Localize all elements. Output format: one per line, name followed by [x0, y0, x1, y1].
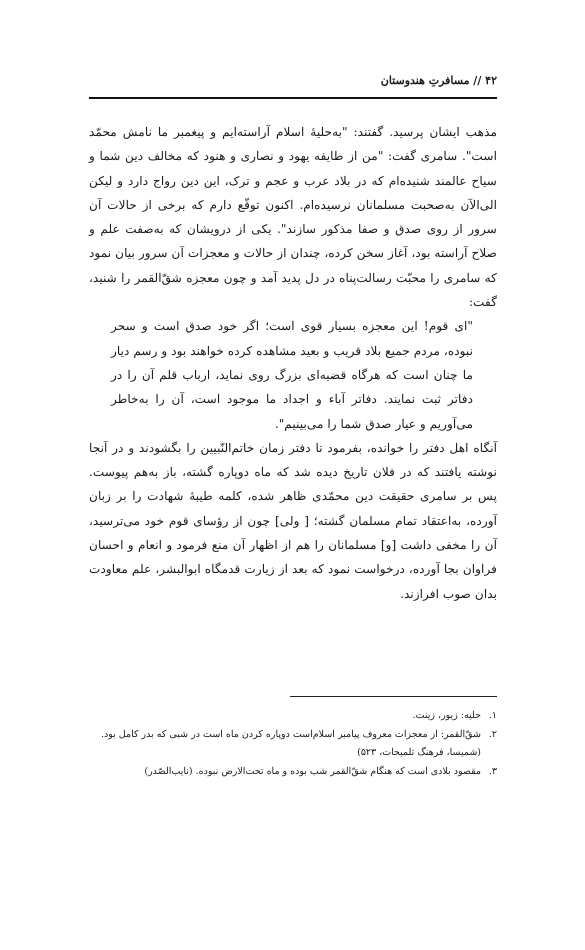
footnote-text: شقّ‌القمر: از معجزات معروف پیامبر اسلام‌است دوپاره کردن ماه است در شبی که بدر کامل بود. (شمیسا، فرهنگ تلمیحات، ۵۲۳) — [100, 728, 481, 758]
main-text — [89, 120, 497, 606]
footnote-item — [95, 726, 497, 763]
footnote-number: ۱. — [488, 710, 497, 721]
footnote-divider — [290, 696, 497, 697]
footnote-number: ۳. — [488, 765, 497, 777]
footnotes — [95, 707, 497, 781]
quoted-speech: "ای قوم! این معجزه بسیار قوی است؛ اگر خود صدق است و سحر نبوده، مردم جمیع بلاد قریب و بعید مشاهده کرده خواهند بود و رسم دیار ما چنان است که هرگاه قضیه‌ای بزرگ روی نماید، ارباب قلم آن را در دفاتر ثبت نمایند. دفاتر آباء و اجداد ما موجود است، آن را به‌خاطر می‌آوریم و عیار صدق شما را می‌بینیم". — [111, 319, 473, 431]
paragraph-1: مذهب ایشان پرسید. گفتند: "به‌حلیهٔ اسلام آراسته‌ایم و پیغمبر ما نامش محمّد است". سامری گفت: "من از طایفه یهود و نصاری و هنود که مخالف دین شما و سیاح عالمند شنیده‌ام که در بلاد عرب و عجم و ترک، این دین رواج دارد و لیکن الی‌الآن به‌صحبت مسلمانان نرسیده‌ام. اکنون توقّع دارم که برخی از حالات آن سرور از روی صدق و صفا مذکور سازند". یکی از درویشان که به‌صفت علم و صلاح آراسته بود، آغاز سخن کرده، چندان از حالات و معجزات آن سرور بیان نمود که سامری را محبّت رسالت‌پناه در دل پدید آمد و چون معجزه شقّ‌القمر را شنید، گفت: — [89, 125, 497, 310]
running-header: ۴۲ // مسافرتِ هندوستان — [380, 74, 497, 87]
footnote-item — [95, 763, 497, 782]
paragraph-2: آنگاه اهل دفتر را خوانده، بفرمود تا دفتر زمان خاتم‌النّبیین را بگشودند و در آنجا نوشته یافتند که در فلان تاریخ دیده شد که ماه دوپاره گشته، باز به‌هم پیوست. پس بر سامری حقیقت دین محمّدی ظاهر شده، کلمه طیبهٔ شهادت را بر زبان آورده، به‌اعتقاد تمام مسلمان گشته؛ [ ولی] چون از رؤسای قوم خود می‌ترسید، آن را مخفی داشت [و] مسلمانان را هم از اظهار آن منع فرمود و انعام و احسان فراوان بجا آورده، درخواست نمود که بعد از زیارت قدمگاه ابوالبشر، علم معاودت بدان صوب افرازند. — [89, 440, 497, 601]
footnote-text: حلیه: زیور، زینت. — [412, 710, 481, 721]
header-divider — [89, 97, 497, 99]
footnote-text: مقصود بلادی است که هنگام شقّ‌القمر شب بوده و ماه تحت‌الارض نبوده. (نایب‌الصّدر) — [144, 765, 481, 777]
footnote-number: ۲. — [488, 728, 497, 740]
footnote-item — [95, 707, 497, 726]
